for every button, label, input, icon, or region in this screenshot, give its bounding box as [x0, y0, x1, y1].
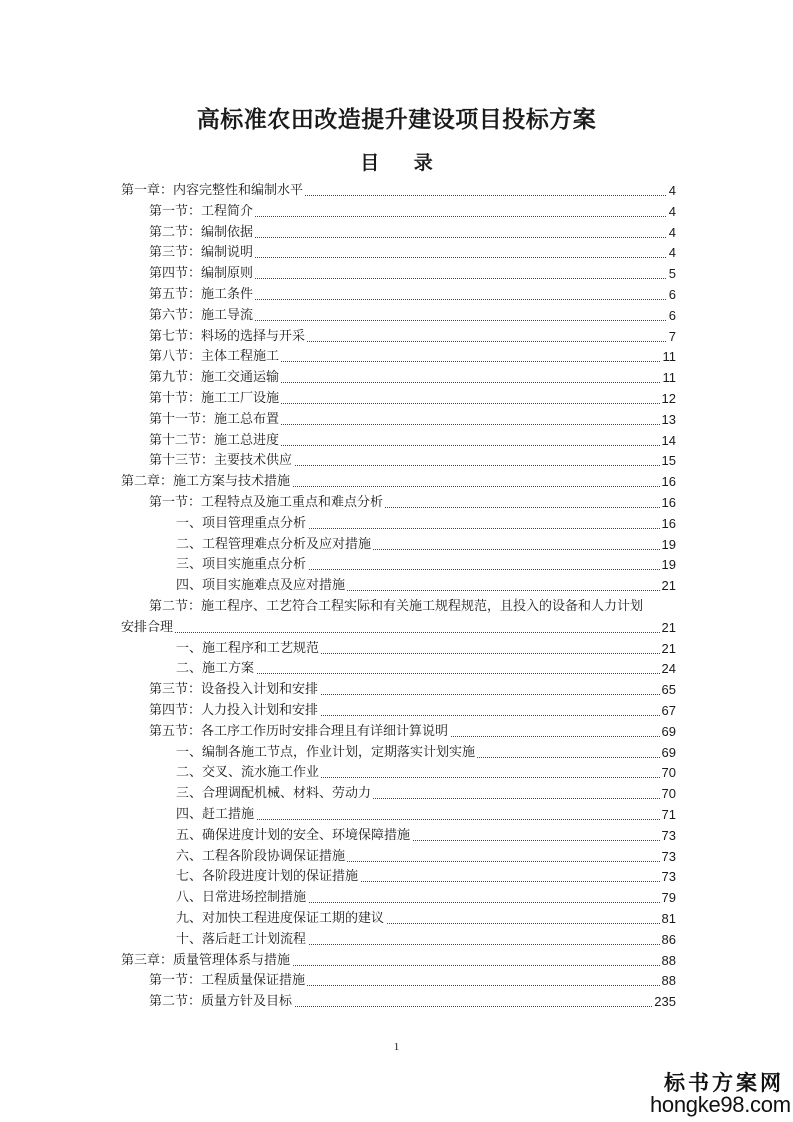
toc-entry-label: 第二章：施工方案与技术措施	[121, 474, 291, 490]
watermark-site-name: 标书方案网	[664, 1070, 784, 1095]
toc-entry-page: 21	[660, 638, 676, 659]
toc-entry-label: 第七节：料场的选择与开采	[149, 328, 306, 344]
toc-entry-page: 21	[660, 617, 676, 638]
toc-entry-page: 16	[660, 513, 676, 534]
toc-entry-page: 19	[660, 554, 676, 575]
toc-leader-dots	[121, 632, 676, 633]
watermark-url: hongke98.com	[650, 1092, 791, 1117]
toc-entry-page: 69	[660, 721, 676, 742]
toc-entry[interactable]	[149, 263, 676, 284]
toc-entry-page: 7	[667, 326, 676, 347]
toc-entry[interactable]	[176, 783, 676, 804]
toc-entry-label: 四、项目实施难点及应对措施	[176, 578, 346, 594]
toc-entry[interactable]	[149, 450, 676, 471]
toc-entry-page: 67	[660, 700, 676, 721]
toc-entry-label: 第十节：施工工厂设施	[149, 391, 280, 406]
toc-entry[interactable]	[176, 513, 676, 534]
toc-entry-page: 70	[660, 762, 676, 783]
toc-entry-label: 三、合理调配机械、材料、劳动力	[176, 786, 372, 802]
toc-entry[interactable]	[149, 305, 676, 326]
toc-entry[interactable]	[149, 991, 676, 1012]
toc-entry-page: 71	[660, 804, 676, 825]
toc-entry[interactable]	[176, 929, 676, 950]
toc-entry-label: 二、交叉、流水施工作业	[176, 765, 320, 781]
toc-entry-page: 4	[667, 242, 676, 263]
toc-heading: 目 录	[360, 152, 447, 174]
toc-entry-label: 第十二节：施工总进度	[149, 432, 280, 448]
toc-entry[interactable]	[149, 700, 676, 721]
toc-entry-page: 88	[660, 970, 676, 991]
page-title: 高标准农田改造提升建设项目投标方案	[196, 107, 597, 133]
toc-entry-label: 第一节：工程质量保证措施	[149, 973, 306, 989]
toc-entry-label: 七、各阶段进度计划的保证措施	[176, 869, 359, 885]
toc-entry-label: 一、施工程序和工艺规范	[176, 640, 320, 656]
toc-entry-page: 14	[660, 430, 676, 451]
toc-entry[interactable]	[176, 804, 676, 825]
toc-entry[interactable]	[176, 887, 676, 908]
toc-entry-page: 4	[667, 201, 676, 222]
toc-entry-page: 65	[660, 679, 676, 700]
toc-entry[interactable]	[149, 409, 676, 430]
toc-entry-page: 11	[661, 346, 677, 367]
toc-entry-label: 二、工程管理难点分析及应对措施	[176, 536, 372, 552]
toc-entry[interactable]	[176, 554, 676, 575]
toc-entry-page: 19	[660, 534, 676, 555]
toc-entry-label: 六、工程各阶段协调保证措施	[176, 848, 346, 864]
toc-entry[interactable]	[176, 846, 676, 867]
toc-entry-label: 八、日常进场控制措施	[176, 890, 307, 906]
toc-entry-page: 11	[661, 367, 677, 388]
toc-entry-page: 73	[660, 825, 676, 846]
toc-entry-label: 第三章：质量管理体系与措施	[121, 952, 291, 968]
toc-entry[interactable]	[149, 242, 676, 263]
toc-entry-page: 79	[660, 887, 676, 908]
toc-entry[interactable]	[149, 367, 676, 388]
toc-entry-label: 第二节：编制依据	[149, 224, 254, 240]
toc-entry-page: 13	[660, 409, 676, 430]
toc-entry[interactable]	[149, 326, 676, 347]
toc-entry-label: 十、落后赶工计划流程	[176, 931, 307, 947]
toc-entry-page: 21	[660, 575, 676, 596]
toc-entry-page: 16	[660, 492, 676, 513]
toc-entry-page: 12	[660, 388, 676, 409]
toc-entry-label: 第三节：设备投入计划和安排	[149, 682, 319, 698]
toc-entry[interactable]	[176, 908, 676, 929]
toc-entry-page: 15	[660, 450, 676, 471]
toc-entry-label: 安排合理	[121, 619, 174, 635]
toc-entry-label: 第一节：工程简介	[149, 203, 254, 219]
toc-entry[interactable]	[176, 534, 676, 555]
toc-entry[interactable]	[176, 575, 676, 596]
toc-entry-page: 16	[660, 471, 676, 492]
toc-entry[interactable]	[149, 346, 676, 367]
toc-entry-page: 24	[660, 658, 676, 679]
toc-entry[interactable]	[121, 180, 676, 201]
toc-entry-page: 88	[660, 950, 676, 971]
toc-entry[interactable]	[176, 866, 676, 887]
toc-entry-label: 第二节：施工程序、工艺符合工程实际和有关施工规程规范，且投入的设备和人力计划	[149, 599, 644, 614]
toc-entry-label: 第五节：各工序工作历时安排合理且有详细计算说明	[149, 723, 449, 739]
toc-entry-label: 四、赶工措施	[176, 807, 255, 822]
toc-entry[interactable]	[149, 284, 676, 305]
toc-entry-page: 235	[652, 991, 676, 1012]
toc-entry[interactable]	[176, 762, 676, 783]
toc-entry[interactable]	[121, 617, 676, 638]
toc-entry-label: 三、项目实施重点分析	[176, 557, 307, 573]
toc-entry-page: 4	[667, 222, 676, 243]
toc-entry-label: 一、编制各施工节点，作业计划，定期落实计划实施	[176, 744, 476, 760]
toc-entry[interactable]	[176, 658, 676, 679]
toc-entry-label: 第十一节：施工总布置	[149, 411, 280, 427]
toc-entry-page: 5	[667, 263, 676, 284]
toc-entry-label: 第八节：主体工程施工	[149, 349, 280, 365]
toc-entry-label: 第四节：编制原则	[149, 266, 254, 282]
toc-entry-label: 第五节：施工条件	[149, 287, 254, 302]
toc-entry-page: 81	[660, 908, 676, 929]
toc-entry[interactable]	[176, 638, 676, 659]
toc-entry-page: 6	[667, 284, 676, 305]
toc-entry-page: 69	[660, 742, 676, 763]
toc-entry-label: 五、确保进度计划的安全、环境保障措施	[176, 827, 411, 843]
toc-entry[interactable]	[149, 679, 676, 700]
toc-entry[interactable]	[121, 950, 676, 971]
toc-entry[interactable]	[149, 388, 676, 409]
toc-entry-label: 第一节：工程特点及施工重点和难点分析	[149, 495, 384, 510]
toc-entry-page: 70	[660, 783, 676, 804]
toc-entry-label: 九、对加快工程进度保证工期的建议	[176, 911, 385, 926]
toc-entry-label: 一、项目管理重点分析	[176, 515, 307, 531]
page-number: 1	[393, 1041, 400, 1053]
toc-entry[interactable]	[149, 430, 676, 451]
toc-entry[interactable]	[176, 742, 676, 763]
toc-entry-label: 第一章：内容完整性和编制水平	[121, 183, 304, 198]
toc-entry-page: 73	[660, 846, 676, 867]
toc-entry-page: 73	[660, 866, 676, 887]
toc-entry-label: 第二节：质量方针及目标	[149, 994, 293, 1010]
toc-entry[interactable]	[149, 201, 676, 222]
toc-entry[interactable]	[149, 492, 676, 513]
toc-entry-label: 第四节：人力投入计划和安排	[149, 703, 319, 718]
toc-entry-label: 第九节：施工交通运输	[149, 370, 280, 386]
toc-entry[interactable]	[121, 471, 676, 492]
toc-entry[interactable]	[149, 970, 676, 991]
toc-entry-label: 第十三节：主要技术供应	[149, 453, 293, 469]
toc-entry-label: 第六节：施工导流	[149, 307, 254, 323]
toc-entry[interactable]	[149, 222, 676, 243]
toc-entry[interactable]	[149, 721, 676, 742]
toc-entry-label: 第三节：编制说明	[149, 245, 254, 261]
toc-entry-page: 6	[667, 305, 676, 326]
toc-entry-page: 4	[667, 180, 676, 201]
toc-entry[interactable]	[176, 825, 676, 846]
toc-entry-page: 86	[660, 929, 676, 950]
toc-entry-label: 二、施工方案	[176, 661, 255, 677]
